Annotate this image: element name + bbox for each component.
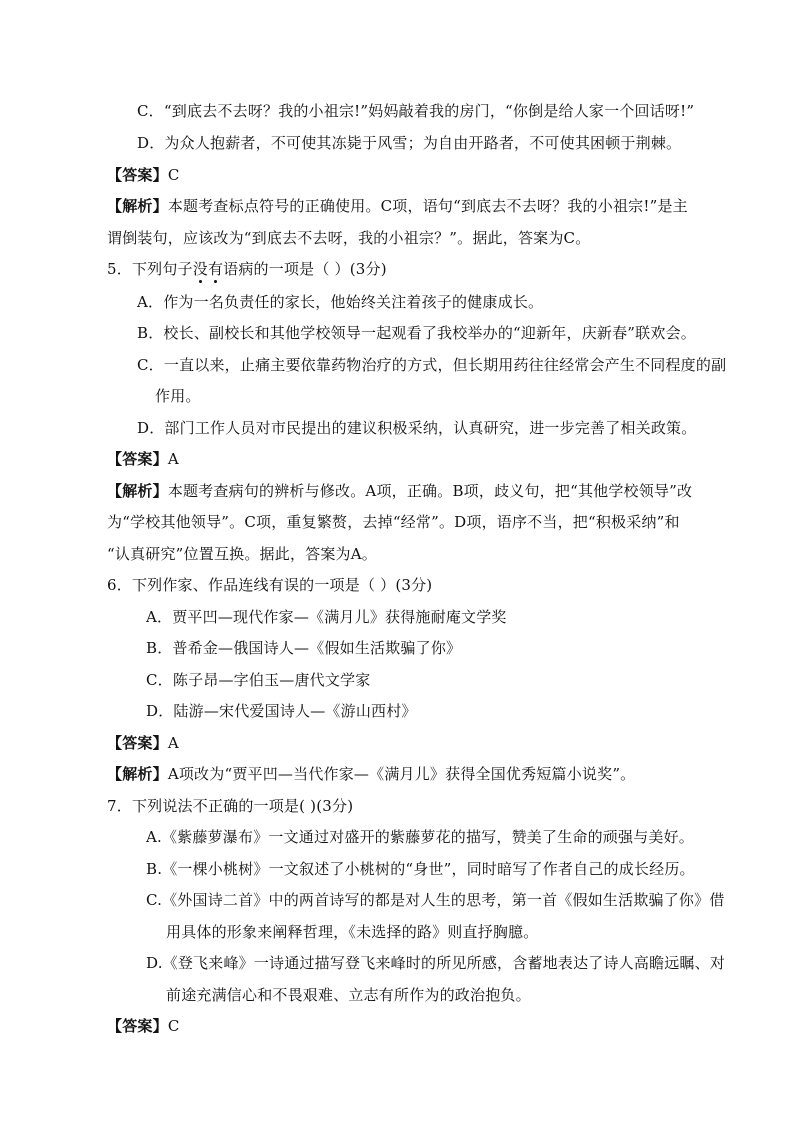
emphasis-char: 有: [207, 260, 224, 278]
q5-stem: [107, 259, 387, 279]
analysis-label: 【解析】: [107, 197, 168, 215]
q5-option-b: B．校长、副校长和其他学校领导一起观看了我校举办的“迎新年，庆新春”联欢会。: [137, 324, 696, 342]
answer-value: C: [167, 166, 180, 184]
q7-option-a: A.《紫藤萝瀑布》一文通过对盛开的紫藤萝花的描写，赞美了生命的顽强与美好。: [146, 828, 695, 846]
q6-option-d: D．陆游—宋代爱国诗人—《游山西村》: [146, 702, 417, 720]
answer-value: A: [167, 450, 179, 468]
answer-value: C: [167, 1017, 180, 1035]
emphasis-char: 没: [192, 260, 208, 278]
q7-answer: [107, 1016, 180, 1036]
q6-option-c: C．陈子昂—字伯玉—唐代文学家: [146, 671, 371, 689]
q7-option-d-line-1: D.《登飞来峰》一诗通过描写登飞来峰时的所见所感，含蓄地表达了诗人高瞻远瞩、对: [146, 954, 726, 972]
q7-option-d-line-2: 前途充满信心和不畏艰难、立志有所作为的政治抱负。: [166, 986, 531, 1004]
q7-option-c-line-1: C.《外国诗二首》中的两首诗写的都是对人生的思考，第一首《假如生活欺骗了你》借: [146, 891, 725, 909]
answer-value: A: [167, 734, 179, 752]
q5-option-c-line-1: C．一直以来，止痛主要依靠药物治疗的方式，但长期用药往往经常会产生不同程度的副: [137, 356, 727, 374]
q4-analysis-line-2: 谓倒装句，应该改为“到底去不去呀，我的小祖宗？”。据此，答案为C。: [107, 229, 591, 247]
answer-label: 【答案】: [107, 1017, 168, 1035]
answer-label: 【答案】: [107, 166, 168, 184]
stem-prefix: 5．下列句子: [107, 260, 193, 278]
q4-analysis-line-1: [107, 196, 688, 216]
q7-option-b: B.《一棵小桃树》一文叙述了小桃树的“身世”，同时暗写了作者自己的成长经历。: [146, 860, 695, 878]
q6-option-b: B．普希金—俄国诗人—《假如生活欺骗了你》: [146, 639, 462, 657]
q7-option-c-line-2: 用具体的形象来阐释哲理，《未选择的路》则直抒胸臆。: [166, 923, 539, 941]
analysis-text: A项改为“贾平凹—当代作家—《满月儿》获得全国优秀短篇小说奖”。: [167, 765, 636, 783]
q5-analysis-line-2: 为“学校其他领导”。C项，重复繁赘，去掉“经常”。D项，语序不当，把“积极采纳”和: [107, 513, 680, 531]
q6-option-a: A．贾平凹—现代作家—《满月儿》获得施耐庵文学奖: [146, 608, 507, 626]
q6-analysis-line-1: [107, 764, 635, 784]
analysis-label: 【解析】: [107, 482, 168, 500]
answer-label: 【答案】: [107, 734, 168, 752]
q4-option-c: C．“到底去不去呀？我的小祖宗!”妈妈敲着我的房门，“你倒是给人家一个回话呀!”: [137, 102, 695, 120]
analysis-label: 【解析】: [107, 765, 168, 783]
analysis-text: 本题考查标点符号的正确使用。C项，语句“到底去不去呀？我的小祖宗!”是主: [167, 197, 688, 215]
analysis-text: 本题考查病句的辨析与修改。A项，正确。B项，歧义句，把“其他学校领导”改: [167, 482, 693, 500]
q5-option-a: A．作为一名负责任的家长，他始终关注着孩子的健康成长。: [137, 293, 544, 311]
q6-stem: 6．下列作家、作品连线有误的一项是（ ）(3分): [107, 576, 433, 594]
stem-suffix: 语病的一项是（ ）(3分): [223, 260, 387, 278]
q5-analysis-line-1: [107, 481, 692, 501]
q4-answer: [107, 165, 180, 185]
q7-stem: 7．下列说法不正确的一项是( )(3分): [107, 797, 354, 815]
q5-option-d: D．部门工作人员对市民提出的建议积极采纳，认真研究，进一步完善了相关政策。: [137, 419, 697, 437]
q5-option-c-line-2: 作用。: [155, 387, 201, 405]
answer-label: 【答案】: [107, 450, 168, 468]
q5-analysis-line-3: “认真研究”位置互换。据此，答案为A。: [107, 545, 377, 563]
q5-answer: [107, 449, 179, 469]
q4-option-d: D．为众人抱薪者，不可使其冻毙于风雪；为自由开路者，不可使其困顿于荆棘。: [137, 134, 682, 152]
q6-answer: [107, 733, 179, 753]
